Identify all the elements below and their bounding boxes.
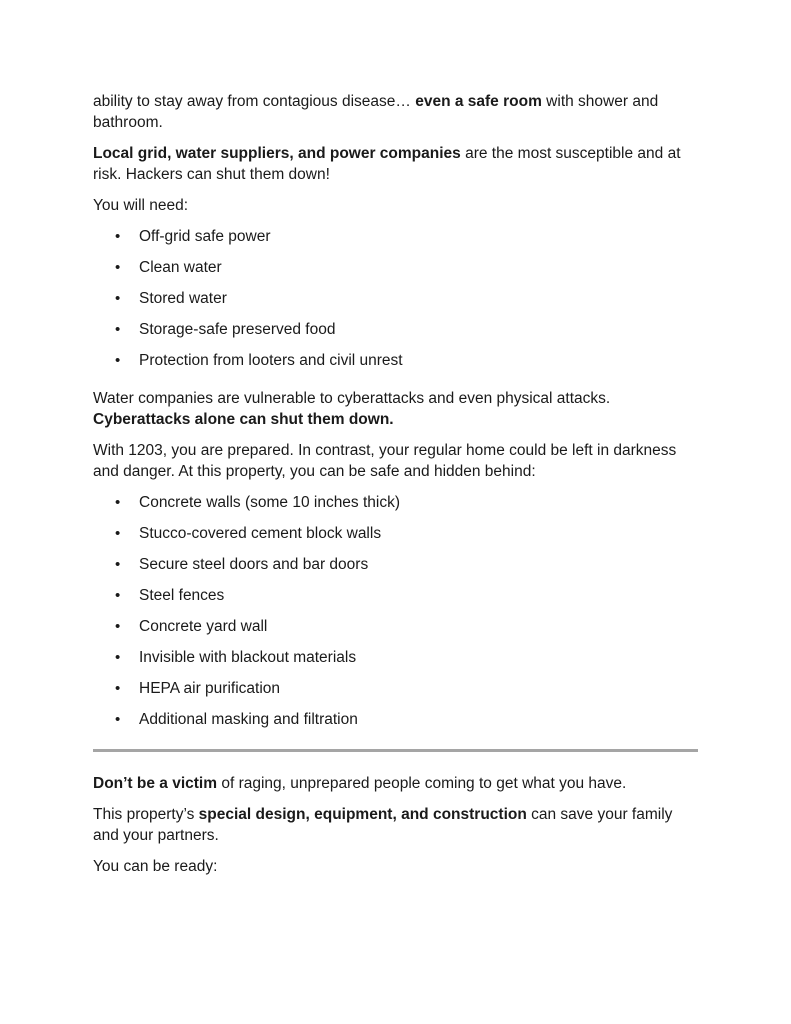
victim-text: of raging, unprepared people coming to get what you have. bbox=[217, 775, 627, 792]
design-text-a: This property’s bbox=[93, 806, 199, 823]
design-bold: special design, equipment, and construction bbox=[198, 806, 527, 823]
horizontal-divider bbox=[93, 749, 698, 752]
list-item: • Secure steel doors and bar doors bbox=[93, 554, 698, 585]
design-text-b: can save your family and your partners. bbox=[93, 806, 673, 844]
water-text: Water companies are vulnerable to cyberattacks and even physical attacks. bbox=[93, 390, 611, 407]
list-item: • HEPA air purification bbox=[93, 678, 698, 709]
list-item: • Protection from looters and civil unrest bbox=[93, 350, 698, 381]
intro-paragraph bbox=[93, 91, 698, 133]
water-bold: Cyberattacks alone can shut them down. bbox=[93, 411, 394, 428]
need-intro: You will need: bbox=[93, 197, 189, 214]
document-page bbox=[93, 91, 698, 887]
list-item: • Steel fences bbox=[93, 585, 698, 616]
ready-line: You can be ready: bbox=[93, 858, 218, 875]
risk-text: are the most susceptible and at risk. Hackers can shut them down! bbox=[93, 145, 681, 183]
list-item: • Storage-safe preserved food bbox=[93, 319, 698, 350]
list-item: • Stored water bbox=[93, 288, 698, 319]
design-paragraph bbox=[93, 804, 698, 846]
risk-bold: Local grid, water suppliers, and power companies bbox=[93, 145, 461, 162]
list-item: • Clean water bbox=[93, 257, 698, 288]
prepared-paragraph: With 1203, you are prepared. In contrast, your regular home could be left in darkness and danger. At this property, you can be safe and hidden behind: bbox=[93, 442, 677, 480]
intro-text-a: ability to stay away from contagious disease… bbox=[93, 93, 416, 110]
risk-paragraph bbox=[93, 143, 698, 185]
list-item: • Invisible with blackout materials bbox=[93, 647, 698, 678]
list-item: • Concrete walls (some 10 inches thick) bbox=[93, 492, 698, 523]
defenses-list bbox=[93, 492, 698, 740]
water-paragraph bbox=[93, 388, 698, 430]
intro-text-b: with shower and bathroom. bbox=[93, 93, 659, 131]
intro-bold-safe-room: even a safe room bbox=[415, 93, 542, 110]
list-item: • Additional masking and filtration bbox=[93, 709, 698, 740]
victim-paragraph bbox=[93, 773, 698, 794]
list-item: • Stucco-covered cement block walls bbox=[93, 523, 698, 554]
list-item: • Off-grid safe power bbox=[93, 226, 698, 257]
victim-bold: Don’t be a victim bbox=[93, 775, 218, 792]
needs-list bbox=[93, 226, 698, 381]
list-item: • Concrete yard wall bbox=[93, 616, 698, 647]
